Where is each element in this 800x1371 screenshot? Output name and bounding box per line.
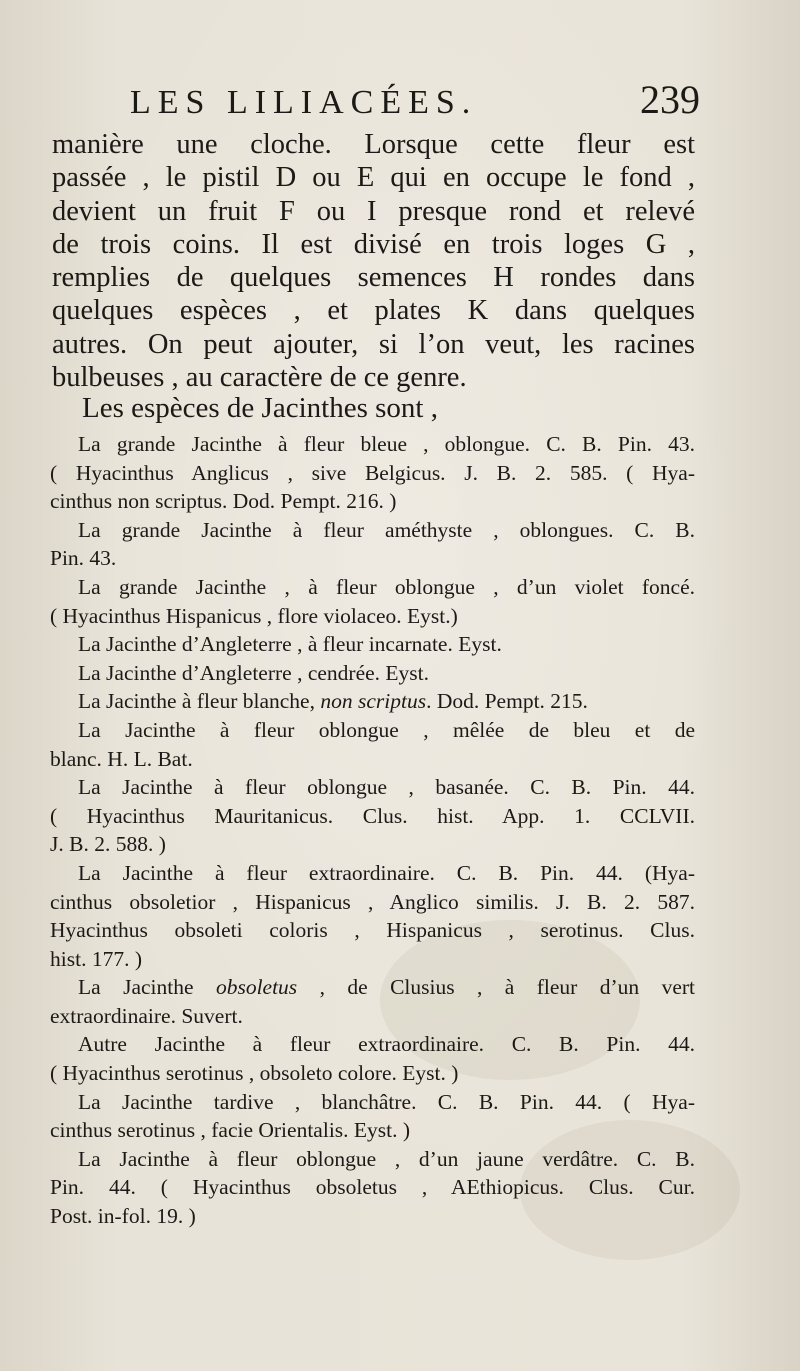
species-entry — [50, 1030, 695, 1087]
entry-line: J. B. 2. 588. ) — [50, 832, 166, 857]
entry-line — [50, 973, 695, 1002]
entry-line: La Jacinthe tardive , blanchâtre. C. B. Pin. 44. ( Hya- — [78, 1089, 695, 1114]
species-entry — [50, 973, 695, 1030]
page-header — [130, 76, 700, 126]
italic-text: non scriptus — [320, 689, 427, 714]
entry-line: La Jacinthe à fleur oblongue , d’un jaune verdâtre. C. B. — [78, 1146, 695, 1171]
entry-line: La Jacinthe d’Angleterre , à fleur incarnate. Eyst. — [78, 632, 502, 657]
species-list — [50, 430, 695, 1231]
species-entry — [50, 687, 695, 716]
paragraph-line: manière une cloche. Lorsque cette fleur est — [52, 129, 695, 160]
paragraph-line: bulbeuses , au caractère de ce genre. — [52, 362, 467, 394]
entry-line: Post. in-fol. 19. ) — [50, 1204, 196, 1229]
section-heading: Les espèces de Jacinthes sont , — [82, 392, 438, 424]
entry-line: blanc. H. L. Bat. — [50, 746, 193, 771]
entry-line: La Jacinthe à fleur oblongue , mêlée de bleu et de — [78, 717, 695, 742]
entry-line: Pin. 43. — [50, 546, 117, 571]
entry-line: cinthus non scriptus. Dod. Pempt. 216. ) — [50, 489, 397, 514]
running-head: LES LILIACÉES. — [130, 84, 478, 121]
italic-text: obsoletus — [215, 975, 298, 1000]
entry-text: La Jacinthe — [78, 975, 216, 1000]
entry-line: ( Hyacinthus Mauritanicus. Clus. hist. App. 1. CCLVII. — [50, 803, 695, 828]
intro-paragraph — [52, 128, 695, 394]
entry-line: extraordinaire. Suvert. — [50, 1003, 243, 1028]
entry-line: cinthus serotinus , facie Orientalis. Eyst. ) — [50, 1118, 411, 1143]
entry-line: ( Hyacinthus Hispanicus , flore violaceo. Eyst.) — [50, 603, 458, 628]
species-entry — [50, 1145, 695, 1231]
species-entry — [50, 630, 695, 659]
species-entry — [50, 573, 695, 630]
paragraph-line: passée , le pistil D ou E qui en occupe le fond , — [52, 162, 695, 194]
paragraph-line: devient un fruit F ou I presque rond et relevé — [52, 195, 695, 227]
entry-line: ( Hyacinthus serotinus , obsoleto colore. Eyst. ) — [50, 1061, 459, 1086]
entry-text: , de Clusius , à fleur d’un vert — [297, 975, 696, 1000]
species-entry — [50, 430, 695, 516]
entry-line: La grande Jacinthe à fleur bleue , oblongue. C. B. Pin. 43. — [78, 432, 695, 456]
entry-text: La Jacinthe à fleur blanche, — [78, 689, 321, 714]
paragraph-line: quelques espèces , et plates K dans quelques — [52, 295, 695, 327]
entry-line: La Jacinthe d’Angleterre , cendrée. Eyst. — [78, 660, 430, 685]
entry-line: La grande Jacinthe , à fleur oblongue , d’un violet foncé. — [78, 574, 695, 599]
entry-line: La Jacinthe à fleur extraordinaire. C. B. Pin. 44. (Hya- — [78, 860, 695, 885]
entry-line: Hyacinthus obsoleti coloris , Hispanicus , serotinus. Clus. — [50, 918, 695, 943]
species-entry — [50, 659, 695, 688]
species-entry — [50, 1088, 695, 1145]
entry-text: . Dod. Pempt. 215. — [426, 689, 588, 714]
entry-line: Autre Jacinthe à fleur extraordinaire. C. B. Pin. 44. — [78, 1032, 695, 1057]
entry-line: cinthus obsoletior , Hispanicus , Anglico similis. J. B. 2. 587. — [50, 889, 695, 914]
entry-line: La grande Jacinthe à fleur améthyste , oblongues. C. B. — [78, 517, 695, 542]
species-entry — [50, 516, 695, 573]
page-number: 239 — [640, 77, 700, 122]
paragraph-line: autres. On peut ajouter, si l’on veut, les racines — [52, 328, 695, 360]
paragraph-line: remplies de quelques semences H rondes dans — [52, 262, 695, 294]
species-entry — [50, 859, 695, 973]
entry-line: hist. 177. ) — [50, 946, 142, 971]
entry-line: ( Hyacinthus Anglicus , sive Belgicus. J. B. 2. 585. ( Hya- — [50, 460, 695, 485]
entry-line: La Jacinthe à fleur oblongue , basanée. C. B. Pin. 44. — [78, 775, 695, 800]
entry-line — [50, 687, 695, 716]
species-entry — [50, 716, 695, 773]
species-entry — [50, 773, 695, 859]
paragraph-line: de trois coins. Il est divisé en trois loges G , — [52, 228, 695, 260]
entry-line: Pin. 44. ( Hyacinthus obsoletus , AEthiopicus. Clus. Cur. — [50, 1175, 695, 1200]
